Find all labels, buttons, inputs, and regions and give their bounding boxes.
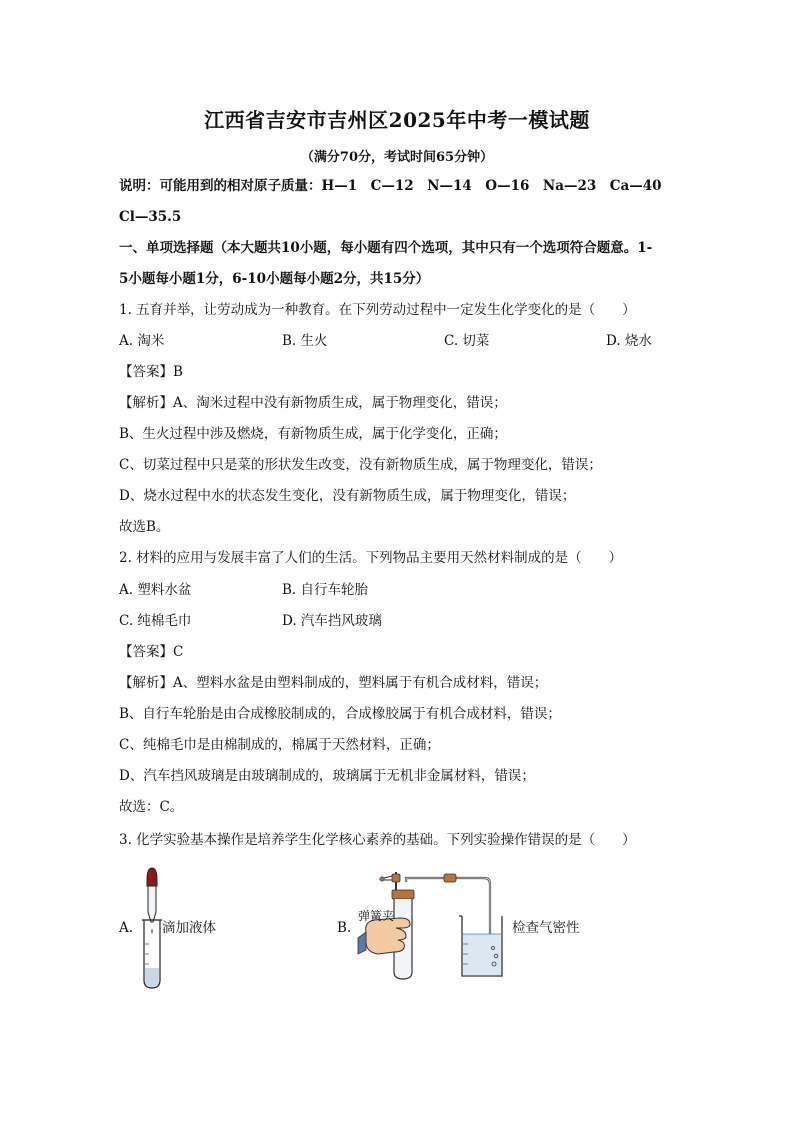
- q3-option-a-letter: A.: [119, 920, 134, 936]
- q2-analysis-line: 【解析】A、塑料水盆是由塑料制成的，塑料属于有机合成材料，错误；: [119, 675, 548, 691]
- q3-stem: 3. 化学实验基本操作是培养学生化学核心素养的基础。下列实验操作错误的是（ ）: [119, 832, 636, 848]
- dropper-test-tube-figure: [134, 866, 174, 992]
- q1-option-d: D. 烧水: [606, 333, 652, 349]
- q2-option-b: B. 自行车轮胎: [282, 582, 369, 598]
- spring-clip-label: 弹簧夹: [358, 909, 395, 923]
- section-heading-line-1: 一、单项选择题（本大题共10小题，每小题有四个选项，其中只有一个选项符合题意。1-: [119, 240, 653, 256]
- q1-answer: 【答案】B: [119, 364, 183, 380]
- q1-option-c: C. 切菜: [444, 333, 490, 349]
- q2-option-a: A. 塑料水盆: [119, 582, 192, 598]
- q2-analysis-line: C、纯棉毛巾是由棉制成的，棉属于天然材料，正确；: [119, 737, 440, 753]
- instructions-line-2: Cl—35.5: [119, 209, 182, 225]
- q2-option-d: D. 汽车挡风玻璃: [282, 613, 382, 629]
- q1-analysis-line: B、生火过程中涉及燃烧，有新物质生成，属于化学变化，正确；: [119, 426, 507, 442]
- q1-option-a: A. 淘米: [119, 333, 165, 349]
- q3-option-a-label: 滴加液体: [162, 920, 216, 936]
- exam-subtitle: （满分70分，考试时间65分钟）: [300, 150, 494, 165]
- q3-option-b-label: 检查气密性: [512, 920, 580, 936]
- q1-analysis-line: D、烧水过程中水的状态发生变化，没有新物质生成，属于物理变化，错误；: [119, 488, 576, 504]
- page-title: 江西省吉安市吉州区2025年中考一模试题: [204, 108, 590, 132]
- q1-analysis-line: C、切菜过程中只是菜的形状发生改变，没有新物质生成，属于物理变化，错误；: [119, 457, 602, 473]
- instructions-line-1: 说明：可能用到的相对原子质量：H—1 C—12 N—14 O—16 Na—23 Ca—40: [119, 178, 662, 194]
- q2-stem: 2. 材料的应用与发展丰富了人们的生活。下列物品主要用天然材料制成的是（ ）: [119, 550, 623, 566]
- q1-conclusion: 故选B。: [119, 519, 170, 535]
- q2-answer: 【答案】C: [119, 644, 184, 660]
- q1-option-b: B. 生火: [282, 333, 328, 349]
- q1-stem: 1. 五育并举，让劳动成为一种教育。在下列劳动过程中一定发生化学变化的是（ ）: [119, 302, 636, 318]
- q1-analysis-line: 【解析】A、淘米过程中没有新物质生成，属于物理变化，错误；: [119, 395, 507, 411]
- q3-option-b-letter: B.: [337, 920, 352, 936]
- q2-analysis-line: B、自行车轮胎是由合成橡胶制成的，合成橡胶属于有机合成材料，错误；: [119, 706, 561, 722]
- q2-analysis-line: D、汽车挡风玻璃是由玻璃制成的，玻璃属于无机非金属材料，错误；: [119, 768, 535, 784]
- section-heading-line-2: 5小题每小题1分，6-10小题每小题2分，共15分）: [119, 271, 430, 287]
- q2-option-c: C. 纯棉毛巾: [119, 613, 192, 629]
- q2-conclusion: 故选：C。: [119, 799, 184, 815]
